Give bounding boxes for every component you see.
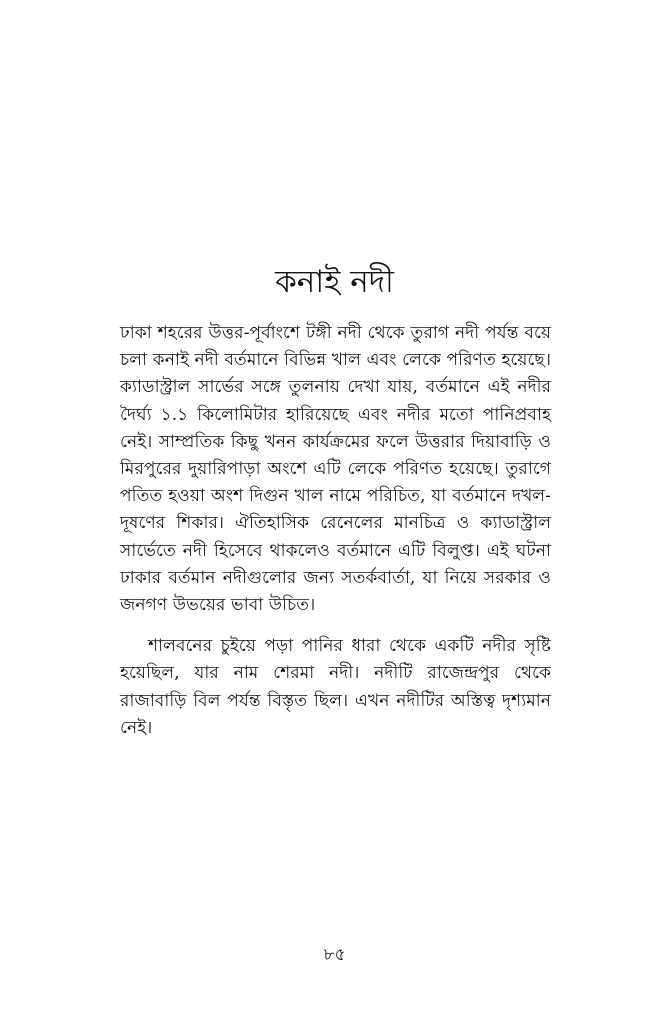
chapter-title: কনাই নদী [275,264,394,300]
paragraph-sherma-river: শালবনের চুইয়ে পড়া পানির ধারা থেকে একটি নদীর সৃষ্টি হয়েছিল, যার নাম শেরমা নদী। নদীটি রাজেন্দ্রপুর থেকে রাজাবাড়ি বিল পর্যন্ত বিস্তৃত ছিল। এখন নদীটির অস্তিত্ব দৃশ্যমান নেই। [120,636,551,738]
body-text [120,320,551,742]
page-number: ৮৫ [323,945,346,965]
paragraph-konai-river: ঢাকা শহরের উত্তর-পূর্বাংশে টঙ্গী নদী থেকে তুরাগ নদী পর্যন্ত বয়ে চলা কনাই নদী বর্তমানে বিভিন্ন খাল এবং লেকে পরিণত হয়েছে। ক্যাডাস্ট্রাল সার্ভের সঙ্গে তুলনায় দেখা যায়, বর্তমানে এই নদীর দৈর্ঘ্য ১.১ কিলোমিটার হারিয়েছে এবং নদীর মতো পানিপ্রবাহ নেই। সাম্প্রতিক কিছু খনন কার্যক্রমের ফলে উত্তরার দিয়াবাড়ি ও মিরপুরের দুয়ারিপাড়া অংশে এটি লেকে পরিণত হয়েছে। তুরাগে পতিত হওয়া অংশ দিগুন খাল নামে পরিচিত, যা বর্তমানে দখল-দূষণের শিকার। ঐতিহাসিক রেনেলের মানচিত্র ও ক্যাডাস্ট্রাল সার্ভেতে নদী হিসেবে থাকলেও বর্তমানে এটি বিলুপ্ত। এই ঘটনা ঢাকার বর্তমান নদীগুলোর জন্য সতর্কবার্তা, যা নিয়ে সরকার ও জনগণ উভয়ের ভাবা উচিত। [120,323,551,616]
